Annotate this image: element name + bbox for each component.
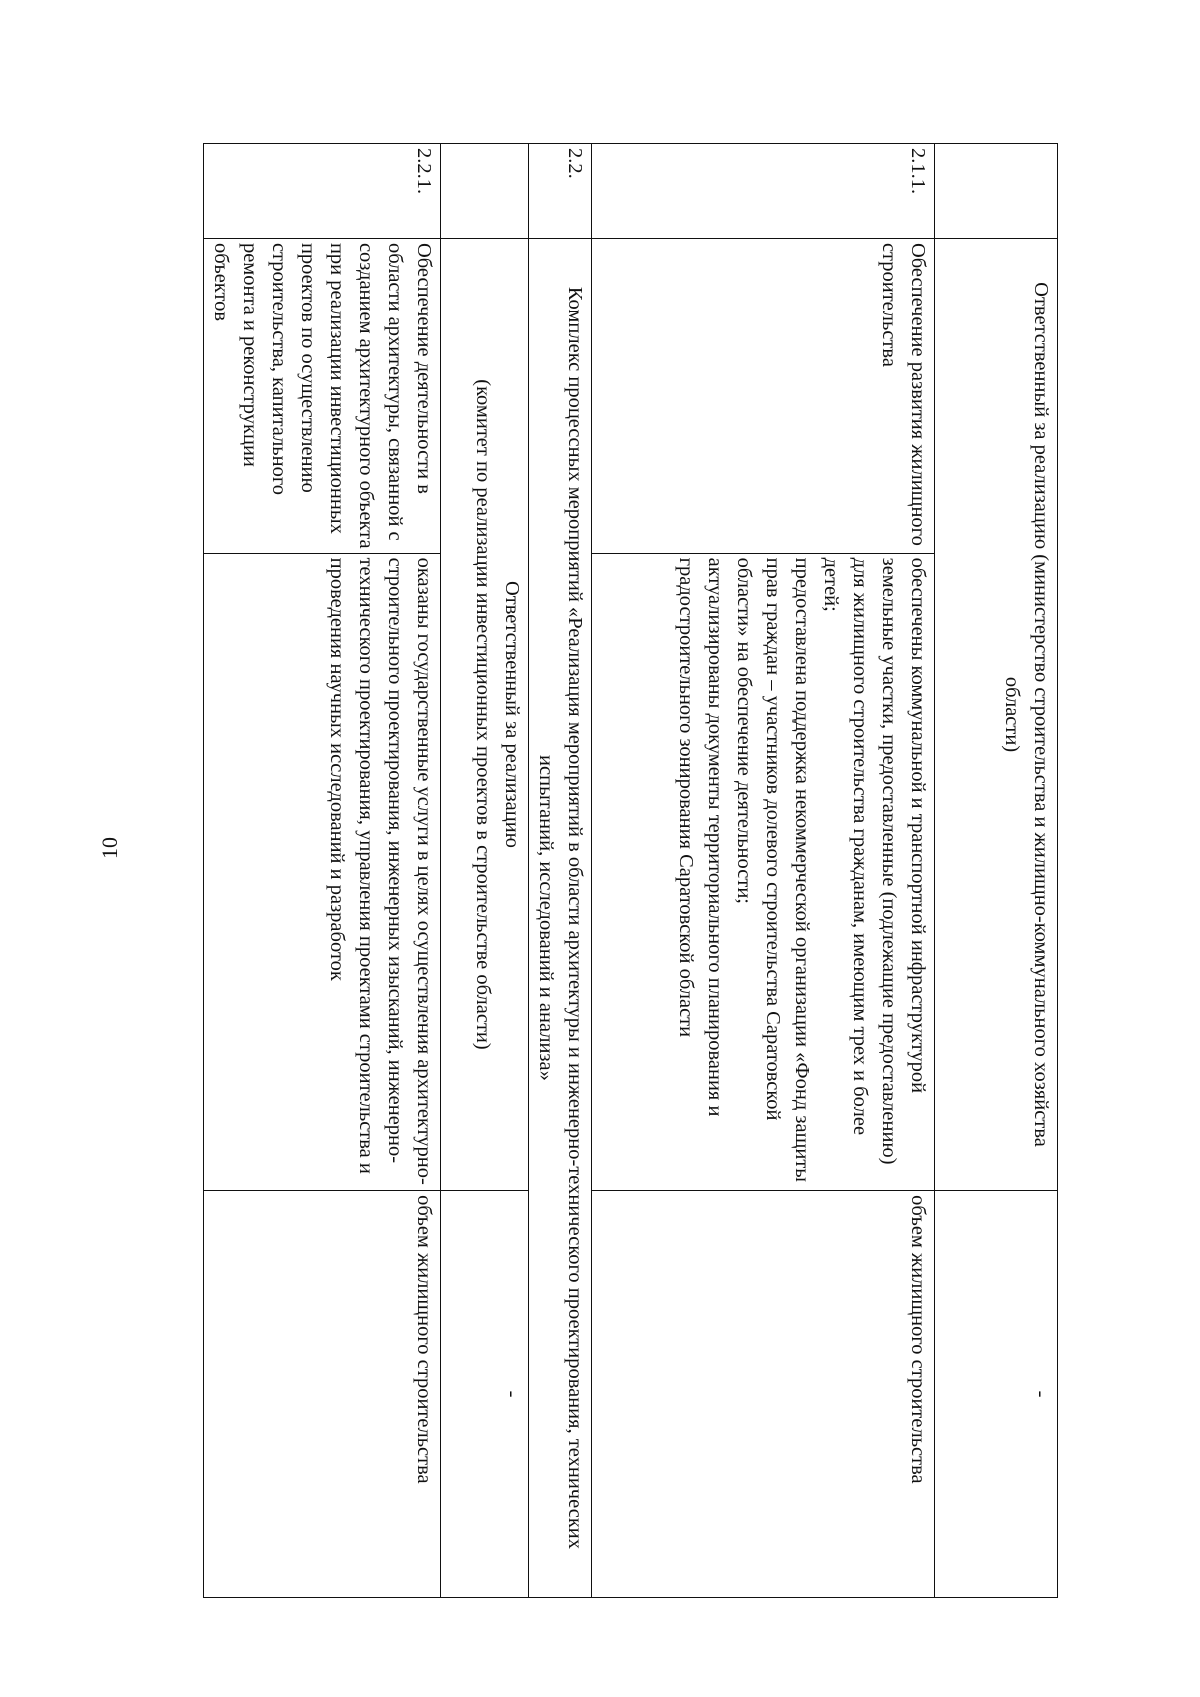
task-cell: Обеспечение деятельности в области архитектуры, связанной с созданием архитектурного объекта при реализации инвестиционных проектов по осуществлению строительства, капитального ремонта и реконструкции объектов: [204, 238, 441, 553]
responsible-committee-line2: (комитет по реализации инвестиционных проектов в строительстве области): [472, 379, 494, 1050]
indicator-cell: объем жилищного строительства: [204, 1191, 441, 1598]
results-cell: оказаны государственные услуги в целях осуществления архитектурно-строительного проектирования, инженерных изысканий, инженерно-технического проектирования, управления проектами строительства и проведения научных исследований и разработок: [204, 553, 441, 1190]
responsible-committee: [441, 238, 529, 1190]
indicator-cell: объем жилищного строительства: [592, 1191, 935, 1598]
empty-num-cell: [935, 144, 1058, 239]
table-row-2-1-1: [592, 144, 935, 1598]
responsible-row-committee: [441, 144, 529, 1598]
responsible-ministry: Ответственный за реализацию (министерство строительства и жилищно-коммунального хозяйства области): [935, 238, 1058, 1190]
rotated-table-container: [210, 143, 1058, 1598]
table-row-2-2: [529, 144, 592, 1598]
table-row-2-2-1: [204, 144, 441, 1598]
result-item: актуализированы документы территориального планирования и градостроительного зонирования Саратовской области: [675, 557, 726, 1117]
empty-num-cell: [441, 144, 529, 239]
task-cell: Обеспечение развития жилищного строительства: [592, 238, 935, 553]
row-number: 2.2.: [529, 144, 592, 239]
responsible-ministry-dash: -: [935, 1191, 1058, 1598]
result-item: предоставлена поддержка некоммерческой организации «Фонд защиты прав граждан – участников долевого строительства Саратовской области» на обеспечение деятельности;: [733, 557, 813, 1183]
row-number: 2.2.1.: [204, 144, 441, 239]
program-table: [203, 143, 1058, 1598]
responsible-committee-line1: Ответственный за реализацию: [501, 580, 523, 848]
responsible-committee-dash: -: [441, 1191, 529, 1598]
process-complex-title: Комплекс процессных мероприятий «Реализация мероприятий в области архитектуры и инженерно-технического проектирования, технических испытаний, исследований и анализа»: [529, 238, 592, 1597]
row-number: 2.1.1.: [592, 144, 935, 239]
page-number: 10: [97, 837, 122, 859]
responsible-row-ministry: [935, 144, 1058, 1598]
results-cell: [592, 553, 935, 1190]
result-item: обеспечены коммунальной и транспортной инфраструктурой земельные участки, предоставленные (подлежащие предоставлению) для жилищного строительства гражданам, имеющим трех и более детей;: [820, 557, 929, 1165]
